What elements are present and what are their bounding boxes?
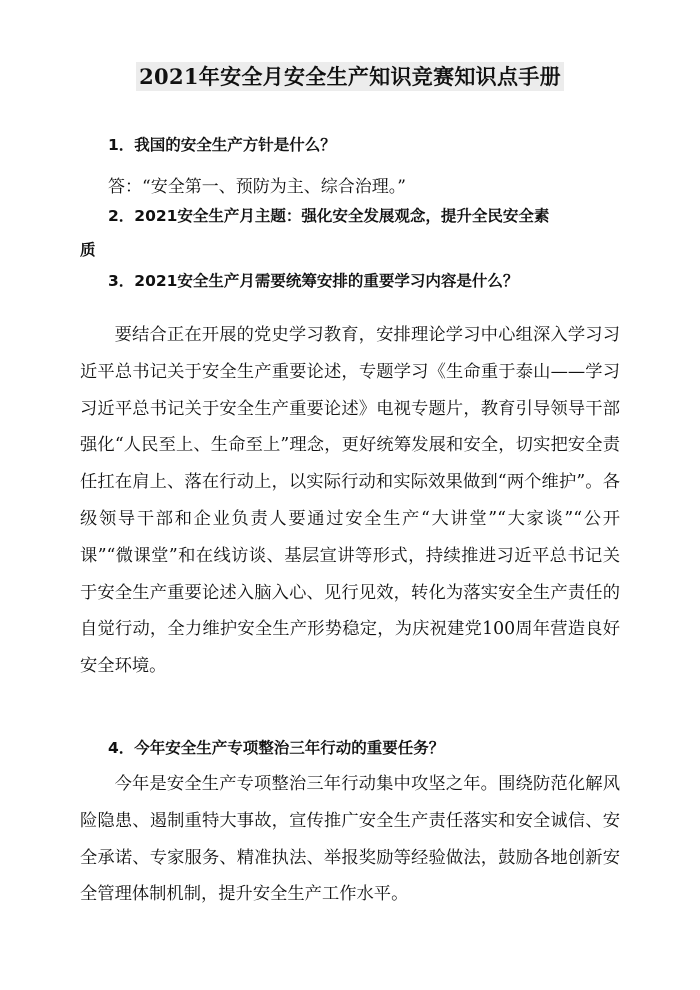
answer-1: 答：“安全第一、预防为主、综合治理。” [108,177,406,197]
question-2-line-1: 2．2021安全生产月主题：强化安全发展观念，提升全民安全素 [108,207,550,225]
answer-3-paragraph: 要结合正在开展的党史学习教育，安排理论学习中心组深入学习习近平总书记关于安全生产重要论述，专题学习《生命重于泰山——学习习近平总书记关于安全生产重要论述》电视专题片，教育引导领导干部强化“人民至上、生命至上”理念，更好统筹发展和安全，切实把安全责任扛在肩上、落在行动上，以实际行动和实际效果做到“两个维护”。各级领导干部和企业负责人要通过安全生产“大讲堂”“大家谈”“公开课”“微课堂”和在线访谈、基层宣讲等形式，持续推进习近平总书记关于安全生产重要论述入脑入心、见行见效，转化为落实安全生产责任的自觉行动，全力维护安全生产形势稳定，为庆祝建党100周年营造良好安全环境。 [80,325,620,677]
document-title-text: 2021年安全月安全生产知识竞赛知识点手册 [136,62,564,91]
question-3: 3．2021安全生产月需要统筹安排的重要学习内容是什么？ [108,272,519,290]
document-title [0,62,700,92]
answer-4-paragraph: 今年是安全生产专项整治三年行动集中攻坚之年。围绕防范化解风险隐患、遏制重特大事故，宣传推广安全生产责任落实和安全诚信、安全承诺、专家服务、精准执法、举报奖励等经验做法，鼓励各地创新安全管理体制机制，提升安全生产工作水平。 [80,774,620,905]
question-1: 1．我国的安全生产方针是什么？ [108,136,336,154]
question-2 [80,199,608,267]
question-4: 4．今年安全生产专项整治三年行动的重要任务？ [108,739,445,757]
question-2-line-2: 质 [80,241,96,259]
